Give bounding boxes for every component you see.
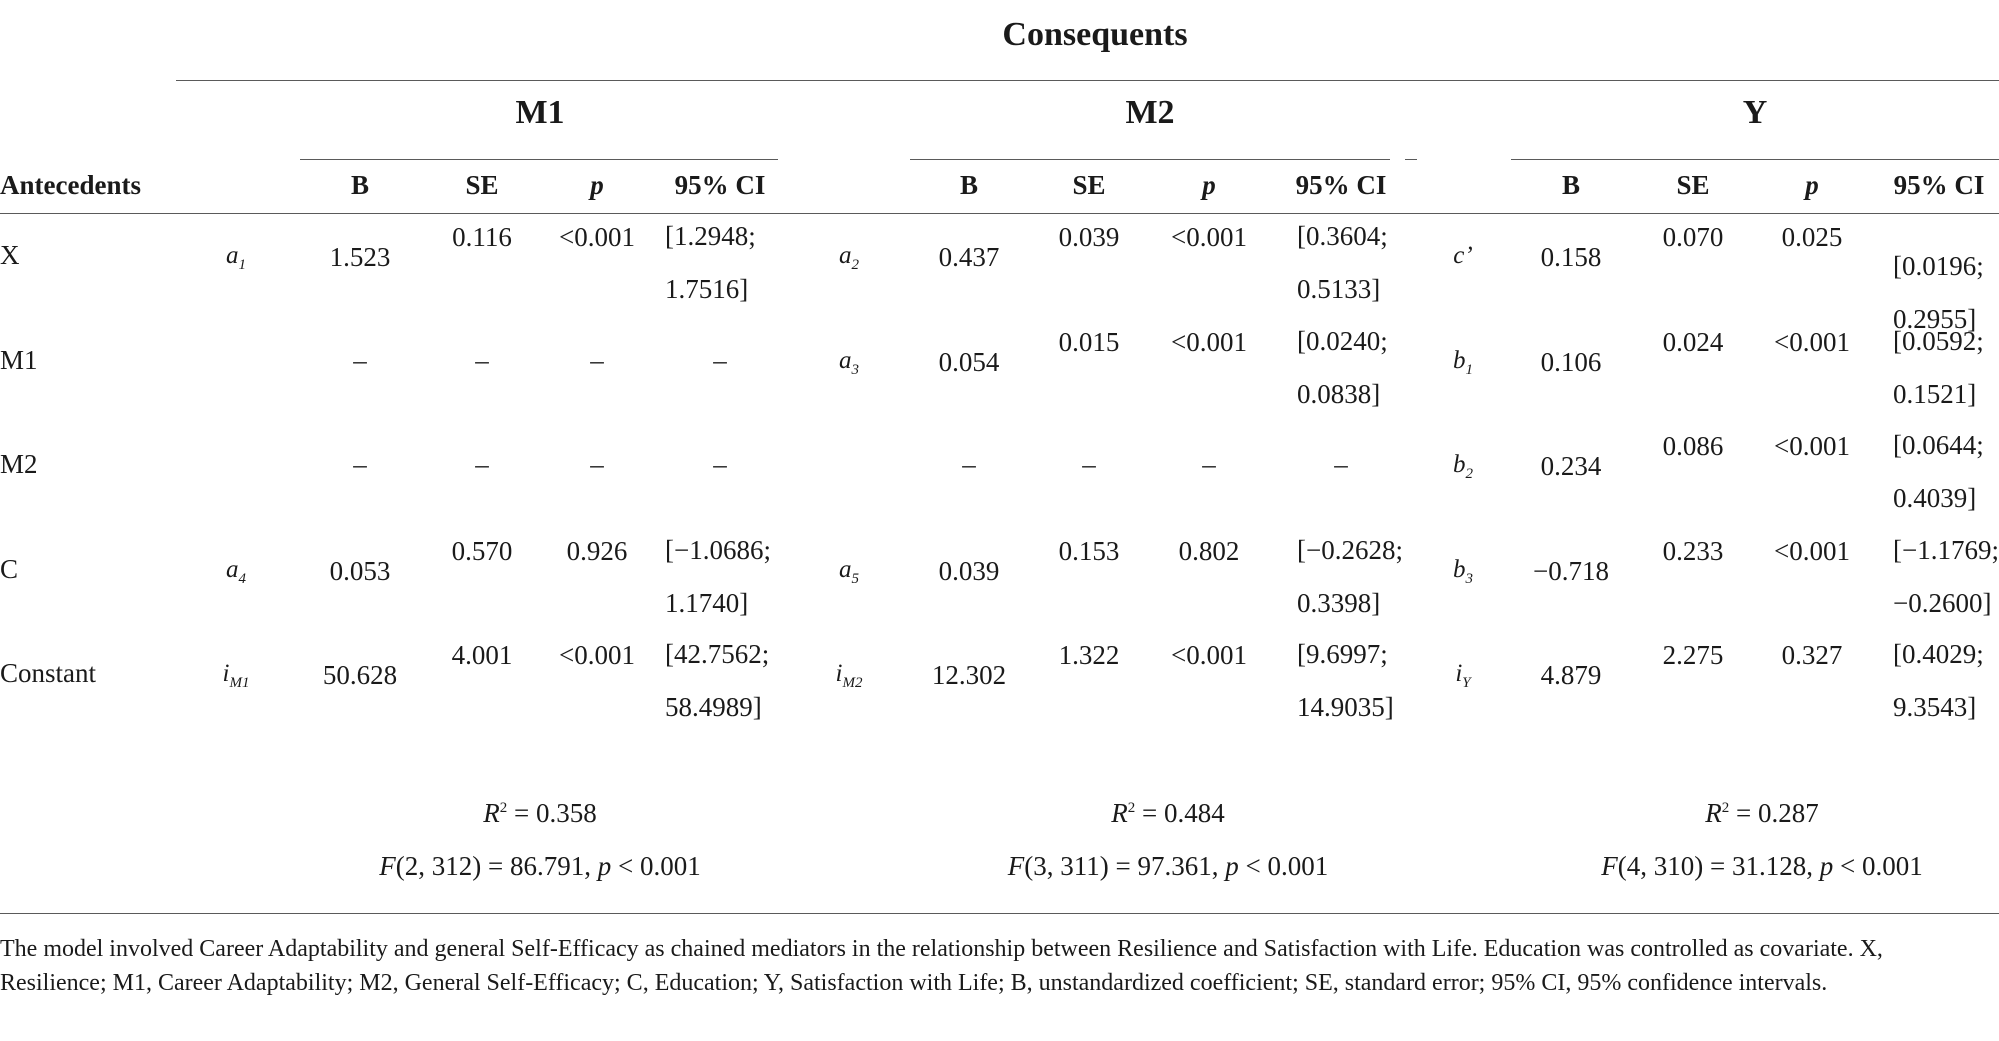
cell-p: 0.802	[1178, 536, 1240, 566]
col-header-se-m2: SE	[1072, 170, 1106, 200]
cell-ci	[1297, 524, 1403, 630]
cell-p: <0.001	[1171, 222, 1247, 252]
r2-label: R	[483, 798, 500, 828]
antecedents-header: Antecedents	[0, 170, 141, 200]
cell-se: –	[475, 449, 489, 479]
row-label: C	[0, 554, 19, 584]
cell-p: <0.001	[1774, 431, 1850, 461]
coef-subscript: 4	[238, 571, 246, 587]
coef-subscript: 5	[851, 571, 859, 587]
cell-ci	[665, 210, 756, 316]
f-value: (3, 311) = 97.361,	[1024, 851, 1226, 881]
group-rule-y	[1511, 159, 1999, 160]
cell-ci	[1893, 628, 1984, 734]
r2-sup: 2	[1127, 800, 1136, 816]
p-value: < 0.001	[1238, 851, 1329, 881]
coef-subscript: 2	[851, 257, 859, 273]
coef-letter: i	[1455, 660, 1463, 687]
coef-subscript: 1	[238, 257, 246, 273]
p-value: < 0.001	[1833, 851, 1923, 881]
ci-lower: [−1.0686;	[665, 535, 771, 565]
coef-letter: b	[1453, 347, 1466, 374]
cell-b: 0.234	[1540, 451, 1602, 481]
coef-subscript: 3	[851, 362, 859, 378]
r2-label: R	[1111, 798, 1128, 828]
col-header-p-m1: p	[590, 170, 604, 200]
cell-se: 0.086	[1662, 431, 1724, 461]
coef-subscript: M2	[842, 675, 863, 691]
cell-se: 4.001	[451, 640, 513, 670]
coef-symbol	[819, 242, 879, 274]
coef-letter: a	[839, 242, 852, 269]
ci-lower: [9.6997;	[1297, 639, 1388, 669]
cell-b: –	[962, 449, 976, 479]
cell-ci	[1297, 210, 1388, 316]
cell-se: 0.116	[452, 222, 512, 252]
cell-se: 0.153	[1058, 536, 1120, 566]
ci-upper: 9.3543]	[1893, 692, 1977, 722]
table-bottom-rule	[0, 913, 1999, 914]
consequents-rule	[176, 80, 1999, 81]
ci-upper: 0.2955]	[1893, 304, 1977, 334]
group-title-y: Y	[1742, 94, 1768, 131]
cell-p: <0.001	[1171, 640, 1247, 670]
group-title-m2: M2	[1125, 94, 1175, 131]
coef-symbol	[1433, 242, 1493, 270]
col-header-p-m2: p	[1202, 170, 1216, 200]
ci-lower: [1.2948;	[665, 221, 756, 251]
coef-letter: a	[839, 556, 852, 583]
table-note: The model involved Career Adaptability and general Self-Efficacy as chained mediators in the relationship between Resilience and Satisfaction with Life. Education was controlled as covariate. X, Resilience; M1, Career Adaptability; M2, General Self-Efficacy; C, Education; Y, Satisfaction with Life; B, unstandardized coefficient; SE, standard error; 95% CI, 95% confidence intervals.	[0, 936, 1883, 996]
f-statistic-m2	[938, 851, 1398, 882]
col-header-se-m1: SE	[465, 170, 499, 200]
r-squared-y	[1532, 798, 1992, 829]
row-label: Constant	[0, 658, 97, 688]
r2-label: R	[1705, 798, 1722, 828]
cell-se: 2.275	[1662, 640, 1724, 670]
p-label: p	[597, 851, 612, 881]
row-label: M2	[0, 449, 38, 479]
coef-symbol	[819, 347, 879, 379]
cell-se: 0.015	[1058, 327, 1120, 357]
ci-upper: 0.5133]	[1297, 274, 1381, 304]
row-label: M1	[0, 345, 38, 375]
f-label: F	[1601, 851, 1618, 881]
ci-upper: −0.2600]	[1893, 588, 1992, 618]
f-label: F	[1007, 851, 1025, 881]
cell-p: <0.001	[1171, 327, 1247, 357]
coef-letter: i	[222, 660, 230, 687]
group-title-m1: M1	[515, 94, 565, 131]
ci-upper: 0.4039]	[1893, 483, 1977, 513]
p-label: p	[1225, 851, 1239, 881]
cell-p: <0.001	[1774, 327, 1850, 357]
col-header-p-y: p	[1805, 170, 1819, 200]
cell-b: −0.718	[1533, 556, 1609, 586]
consequents-title: Consequents	[1002, 16, 1188, 53]
coef-subscript: 1	[1465, 362, 1473, 378]
coef-subscript: 3	[1465, 571, 1473, 587]
f-value: (4, 310) = 31.128,	[1617, 851, 1820, 881]
header-bottom-rule	[0, 213, 1999, 214]
group-rule-gap	[1405, 159, 1417, 160]
ci-lower: [−1.1769;	[1893, 535, 1999, 565]
ci-upper: 0.3398]	[1297, 588, 1381, 618]
ci-upper: 0.1521]	[1893, 379, 1977, 409]
cell-p: <0.001	[559, 222, 635, 252]
cell-b: –	[353, 449, 367, 479]
coef-letter: i	[835, 660, 843, 687]
coef-subscript: 2	[1465, 466, 1473, 482]
cell-b: 0.106	[1540, 347, 1602, 377]
cell-se: –	[1082, 449, 1096, 479]
ci-lower: [0.0240;	[1297, 326, 1388, 356]
cell-p: <0.001	[1774, 536, 1850, 566]
cell-p: <0.001	[559, 640, 635, 670]
col-header-ci-m2: 95% CI	[1295, 170, 1387, 200]
coef-subscript: M1	[229, 675, 250, 691]
cell-se: 0.570	[451, 536, 513, 566]
f-statistic-m1	[310, 851, 770, 882]
r-squared-m1	[310, 798, 770, 829]
col-header-ci-y: 95% CI	[1893, 170, 1985, 200]
coef-letter: b	[1453, 556, 1466, 583]
cell-p: 0.025	[1781, 222, 1843, 252]
cell-b: –	[353, 345, 367, 375]
r-squared-m2	[938, 798, 1398, 829]
row-label: X	[0, 240, 20, 270]
coef-symbol	[206, 556, 266, 588]
cell-b: 50.628	[322, 660, 398, 690]
ci-lower: [42.7562;	[665, 639, 770, 669]
cell-p: –	[590, 449, 604, 479]
cell-b: 12.302	[931, 660, 1007, 690]
cell-ci	[665, 628, 769, 734]
cell-se: 0.039	[1058, 222, 1120, 252]
cell-b: 0.054	[938, 347, 1000, 377]
f-statistic-y	[1532, 851, 1992, 882]
coef-letter: a	[226, 556, 239, 583]
cell-p: 0.327	[1781, 640, 1843, 670]
cell-se: 1.322	[1058, 640, 1120, 670]
ci-lower: [−0.2628;	[1297, 535, 1403, 565]
coef-symbol	[1433, 660, 1493, 692]
cell-ci	[1893, 524, 1999, 630]
cell-b: 0.053	[329, 556, 391, 586]
coef-subscript: Y	[1462, 675, 1471, 691]
ci-upper: 0.0838]	[1297, 379, 1381, 409]
f-label: F	[379, 851, 396, 881]
cell-b: 0.039	[938, 556, 1000, 586]
ci-lower: [0.4029;	[1893, 639, 1984, 669]
coef-symbol	[206, 242, 266, 274]
ci-upper: 14.9035]	[1297, 692, 1394, 722]
cell-ci	[665, 524, 771, 630]
cell-se: 0.233	[1662, 536, 1724, 566]
r2-sup: 2	[1721, 800, 1730, 816]
cell-p: 0.926	[566, 536, 628, 566]
col-header-b-m2: B	[959, 170, 978, 200]
coef-symbol	[1433, 347, 1493, 379]
ci-upper: 1.1740]	[665, 588, 749, 618]
ci-upper: 1.7516]	[665, 274, 749, 304]
cell-ci	[1893, 315, 1984, 421]
p-label: p	[1819, 851, 1834, 881]
ci-lower: [0.0196;	[1893, 251, 1984, 281]
cell-se: 0.070	[1662, 222, 1724, 252]
col-header-ci-m1: 95% CI	[674, 170, 766, 200]
ci-lower: [0.0644;	[1893, 430, 1984, 460]
coef-symbol	[1433, 556, 1493, 588]
col-header-se-y: SE	[1676, 170, 1710, 200]
cell-ci	[1297, 315, 1388, 421]
coef-symbol	[819, 660, 879, 692]
r2-value: = 0.287	[1729, 798, 1819, 828]
coef-symbol	[1433, 451, 1493, 483]
cell-ci: –	[713, 449, 727, 479]
cell-b: 4.879	[1540, 660, 1602, 690]
group-rule-m2	[910, 159, 1390, 160]
cell-se: 0.024	[1662, 327, 1724, 357]
p-value: < 0.001	[611, 851, 701, 881]
ci-lower: [0.3604;	[1297, 221, 1388, 251]
cell-p: –	[1202, 449, 1216, 479]
cell-b: 0.437	[938, 242, 1000, 272]
cell-ci	[1297, 628, 1394, 734]
cell-b: 0.158	[1540, 242, 1602, 272]
r2-value: = 0.358	[507, 798, 597, 828]
coef-symbol	[206, 660, 266, 692]
cell-se: –	[475, 345, 489, 375]
col-header-b-m1: B	[350, 170, 369, 200]
cell-p: –	[590, 345, 604, 375]
cell-ci: –	[1334, 449, 1348, 479]
ci-lower: [0.0592;	[1893, 326, 1984, 356]
coef-letter: c’	[1453, 242, 1473, 269]
col-header-b-y: B	[1561, 170, 1580, 200]
coef-letter: a	[226, 242, 239, 269]
group-rule-m1	[300, 159, 778, 160]
r2-value: = 0.484	[1135, 798, 1225, 828]
cell-ci	[1893, 419, 1984, 525]
cell-ci: –	[713, 345, 727, 375]
ci-upper: 58.4989]	[665, 692, 762, 722]
coef-letter: b	[1453, 451, 1466, 478]
coef-symbol	[819, 556, 879, 588]
cell-b: 1.523	[329, 242, 391, 272]
coef-letter: a	[839, 347, 852, 374]
r2-sup: 2	[499, 800, 508, 816]
f-value: (2, 312) = 86.791,	[395, 851, 598, 881]
